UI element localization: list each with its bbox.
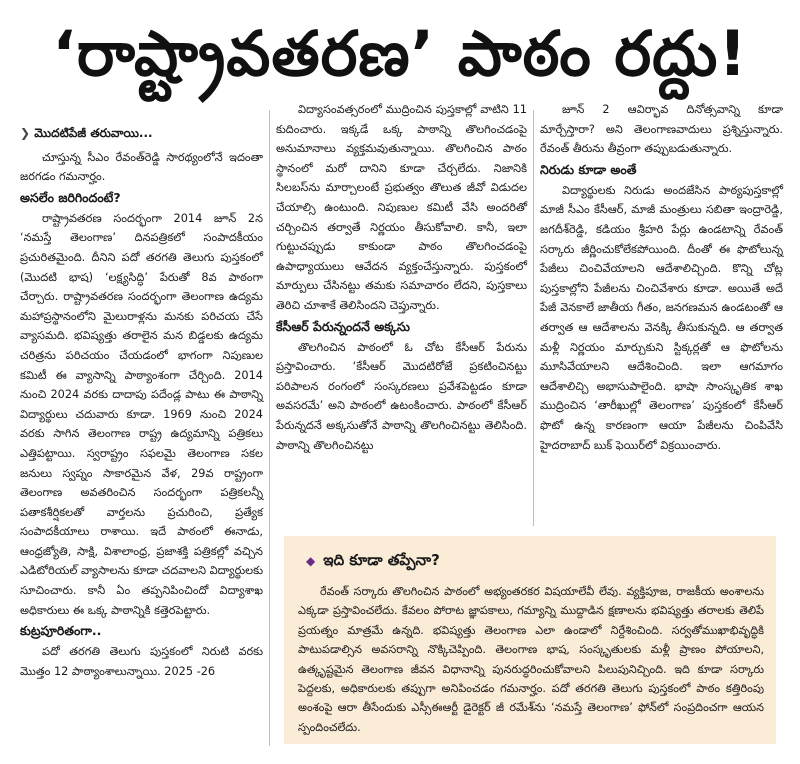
- paragraph: విద్యాసంవత్సరంలో ముద్రించిన పుస్తకాల్లో వాటిని 11 కుదించారు. ఇక్కడే ఒక్క పాఠాన్ని తొలగించడంపై అనుమానాలు వ్యక్తమవుతున్నాయి. తొలగించిన పాఠం స్థానంలో మరో దానిని కూడా చేర్చలేదు. నిజానికి సిలబస్‌ను మార్చాలంటే ప్రభుత్వం తొలుత జీవో విడుదల చేయాల్సి ఉంటుంది. నిపుణుల కమిటీ వేసి అందరితో చర్చించిన తర్వాతే నిర్ణయం తీసుకోవాలి. కానీ, ఇలా గుట్టుచప్పుడు కాకుండా పాఠం తొలగించడంపై ఉపాధ్యాయులు ఆవేదన వ్యక్తంచేస్తున్నారు. పుస్తకంలో మార్పులు చేసినట్టు తమకు సమాచారం లేదని, పుస్తకాలు తెరిచి చూశాకే తెలిసిందని చెప్తున్నారు.: [276, 103, 527, 312]
- article-column-2: [276, 100, 527, 455]
- paragraph: పదో తరగతి తెలుగు పుస్తకంలో నిరుటి వరకు మొత్తం 12 పాఠ్యాంశాలున్నాయి. 2025 -26: [20, 645, 263, 678]
- paragraph: జూన్ 2 ఆవిర్భావ దినోత్సవాన్ని కూడా మార్చేస్తారా? అని తెలంగాణవాదులు ప్రశ్నిస్తున్నారు. రేవంత్ తీరును తీవ్రంగా తప్పుబడుతున్నారు.: [540, 103, 783, 156]
- bullet-icon: ◆: [306, 554, 316, 568]
- headline: ‘రాష్ట్రావతరణ’ పాఠం రద్దు!: [52, 17, 748, 90]
- paragraph: రేవంత్ సర్కారు తొలగించిన పాఠంలో అభ్యంతరకర విషయాలేవీ లేవు. వ్యక్తిపూజ, రాజకీయ అంశాలను ఎక్కడా ప్రస్తావించలేదు. కేవలం పోరాట జ్ఞాపకాలు, గమ్యాన్ని ముద్దాడిన క్షణాలను భవిష్యత్తు తరాలకు తెలిపే ప్రయత్నం మాత్రమే ఉన్నది. భవిష్యత్తు తెలంగాణ ఎలా ఉండాలో నిర్దేశించింది. సర్వతోముఖాభివృద్ధికి పాటుపడాల్సిన అవసరాన్ని నొక్కిచెప్పింది. తెలంగాణ భాష, సంస్కృతులకు మళ్లీ ప్రాణం పోయాలని, ఉత్కృష్టమైన తెలంగాణ జీవన విధానాన్ని పునరుద్ధరించుకోవాలని పిలుపునిచ్చింది. ఇది కూడా సర్కారు పెద్దలకు, అధికారులకు తప్పుగా అనిపించడం గమనార్హం. పదో తరగతి తెలుగు పుస్తకంలో పాఠం కత్తిరింపు అంశంపై ఆరా తీసేందుకు ఎస్సీఈఆర్టీ డైరెక్టర్ జీ రమేశ్‌ను ‘నమస్తే తెలంగాణ’ ఫోన్‌లో సంప్రదించగా ఆయన స్పందించలేదు.: [298, 585, 764, 734]
- paragraph: రాష్ట్రావతరణ సందర్భంగా 2014 జూన్ 2న ‘నమస్తే తెలంగాణ’ దినపత్రికలో సంపాదకీయం ప్రచురితమైంది. దీనిని పదో తరగతి తెలుగు పుస్తకంలో (మొదటి భాష) ‘లక్ష్యసిద్ధి’ పేరుతో 8వ పాఠంగా చేర్చారు. రాష్ట్రావతరణ సందర్భంగా తెలంగాణ ఉద్యమ మహాప్రస్థానంలోని మైలురాళ్లను మనకు పరిచయ చేసే వ్యాసమది. భవిష్యత్తు తరాలైన మన బిడ్డలకు ఉద్యమ చరిత్రను పరిచయం చేయడంలో భాగంగా నిపుణుల కమిటీ ఈ వ్యాసాన్ని పాఠ్యాంశంగా చేర్చింది. 2014 నుంచి 2024 వరకు దాదాపు పదేండ్ల పాటు ఈ పాఠాన్ని విద్యార్థులు చదువారు కూడా. 1969 నుంచి 2024 వరకు సాగిన తెలంగాణ రాష్ట్ర ఉద్యమాన్ని పత్రికలు ఎత్తిపట్టాయి. స్వరాష్ట్రం సఫలమై తెలంగాణ సకల జనులు స్వప్నం సాకారమైన వేళ, 29వ రాష్ట్రంగా తెలంగాణ అవతరించిన సందర్భంగా పత్రికలన్నీ పతాకశీర్షికలతో వార్తలను ప్రచురించి, ప్రత్యేక సంపాదకీయాలు రాశాయి. ఇదే పాఠంలో ఈనాడు, ఆంధ్రజ్యోతి, సాక్షి, విశాలాంధ్ర, ప్రజాశక్తి పత్రికల్లో వచ్చిన ఎడిటోరియల్ వ్యాసాలను కూడా చదవాలని విద్యార్థులకు సూచించారు. కానీ ఏం తప్పనిపించిందో విద్యాశాఖ అధికారులు ఈ ఒక్క పాఠాన్నికి కత్తెరపెట్టారు.: [20, 211, 263, 617]
- box-title-label: ఇది కూడా తప్పేనా?: [323, 551, 440, 569]
- box-title: [306, 550, 440, 571]
- column-divider: [533, 110, 534, 526]
- article-column-3: [540, 100, 783, 455]
- article-column-1: [20, 124, 263, 681]
- continuation-ref-label: మొదటిపేజీ తరువాయి...: [34, 126, 153, 140]
- subheading: నిరుడు కూడా అంతే: [540, 161, 637, 177]
- paragraph: విద్యార్థులకు నిరుడు అందజేసిన పాఠ్యపుస్తకాల్లో మాజీ సీఎం కేసీఆర్, మాజీ మంత్రులు సబితా ఇంద్రారెడ్డి, జగదీశ్‌రెడ్డి, కడియం శ్రీహరి పేర్లు ఉండటాన్ని రేవంత్ సర్కారు జీర్ణించుకోలేకపోయింది. దీంతో ఈ ఫొటోలున్న పేజీలు చించివేయాలని ఆదేశాలిచ్చింది. కొన్ని చోట్ల పుస్తకాల్లోని పేజీలను చించివేశారు కూడా. అయితే అదే పేజీ వెనకాలే జాతీయ గీతం, జనగణమన ఉండటంతో ఆ తర్వాత ఆ ఆదేశాలను వెనక్కి తీసుకున్నది. ఆ తర్వాత మళ్లీ నిర్ణయం మార్చుకుని స్టిక్కర్లతో ఆ ఫొటోలను మూసివేయాలని ఆదేశించింది. ఇలా ఆగమాగం ఆదేశాలిచ్చి అభాసుపాలైంది. భాషా సాంస్కృతిక శాఖ ముద్రించిన ‘తారీఖుల్లో తెలంగాణ’ పుస్తకంలో కేసీఆర్ ఫొటో ఉన్న కారణంగా ఆయా పేజీలను చింపివేసి హైదరాబాద్ బుక్ ఫెయిర్‌లో విక్రయించారు.: [540, 183, 783, 452]
- paragraph: చూస్తున్న సీఎం రేవంత్‌రెడ్డి సారథ్యంలోనే ఇదంతా జరగడం గమనార్హం.: [20, 150, 263, 184]
- subheading: అసలేం జరిగిందంటే?: [20, 189, 121, 205]
- continuation-ref[interactable]: [20, 124, 263, 144]
- column-divider: [269, 110, 270, 746]
- sidebar-box: [284, 536, 776, 744]
- subheading: కేసీఆర్ పేరున్నందనే అక్కసు: [276, 318, 410, 334]
- subheading: కుట్రపూరితంగా..: [20, 623, 102, 639]
- chevron-right-icon: ❯: [20, 126, 31, 140]
- box-body: [298, 582, 764, 737]
- paragraph: తొలగించిన పాఠంలో ఓ చోట కేసీఆర్ పేరును ప్రస్తావించారు. ‘కేసీఆర్ మొదటిరోజే ప్రకటించినట్టు పరిపాలన రంగంలో సంస్కరణలు ప్రవేశపెట్టడం కూడా అవసరమే’ అని పాఠంలో ఉటంకించారు. పాఠంలో కేసీఆర్ పేరున్నదనే అక్కసుతోనే పాఠాన్ని తొలగించినట్టు తెలిసింది. పాఠాన్ని తొలగించినట్టు: [276, 340, 527, 452]
